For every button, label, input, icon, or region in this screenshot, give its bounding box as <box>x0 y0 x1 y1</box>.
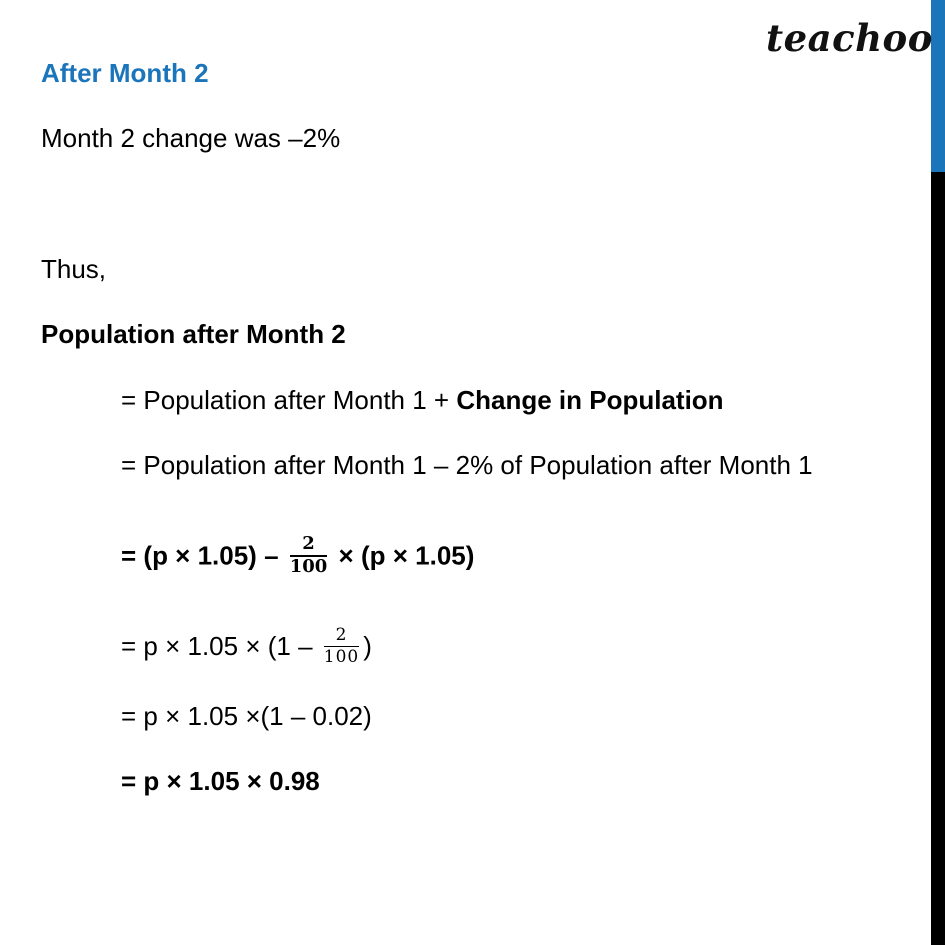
population-title: Population after Month 2 <box>41 319 346 349</box>
step-3 <box>121 533 475 579</box>
fraction-numerator: 2 <box>324 625 359 647</box>
teachoo-logo: teachoo <box>766 16 933 60</box>
section-heading: After Month 2 <box>41 58 209 88</box>
right-edge-bar <box>931 0 945 945</box>
step-1-prefix: = Population after Month 1 + <box>121 385 457 415</box>
step-5: = p × 1.05 ×(1 – 0.02) <box>121 701 372 731</box>
step-3-fraction <box>290 534 328 577</box>
fraction-numerator: 2 <box>290 534 328 557</box>
step-1 <box>121 384 724 416</box>
right-edge-accent <box>931 0 945 172</box>
final-result: = p × 1.05 × 0.98 <box>121 766 320 796</box>
step-3-suffix: × (p × 1.05) <box>331 540 475 571</box>
step-4-fraction <box>324 625 359 667</box>
fraction-denominator: 100 <box>323 647 360 667</box>
month-2-change-text: Month 2 change was –2% <box>41 123 341 153</box>
step-4 <box>121 627 372 669</box>
step-3-prefix: = (p × 1.05) – <box>121 540 286 571</box>
fraction-denominator: 100 <box>289 556 328 577</box>
thus-text: Thus, <box>41 254 107 284</box>
step-2: = Population after Month 1 – 2% of Population after Month 1 <box>121 450 813 480</box>
step-4-suffix: ) <box>363 630 372 661</box>
step-1-bold: Change in Population <box>456 385 724 415</box>
step-4-prefix: = p × 1.05 × (1 – <box>121 630 320 661</box>
